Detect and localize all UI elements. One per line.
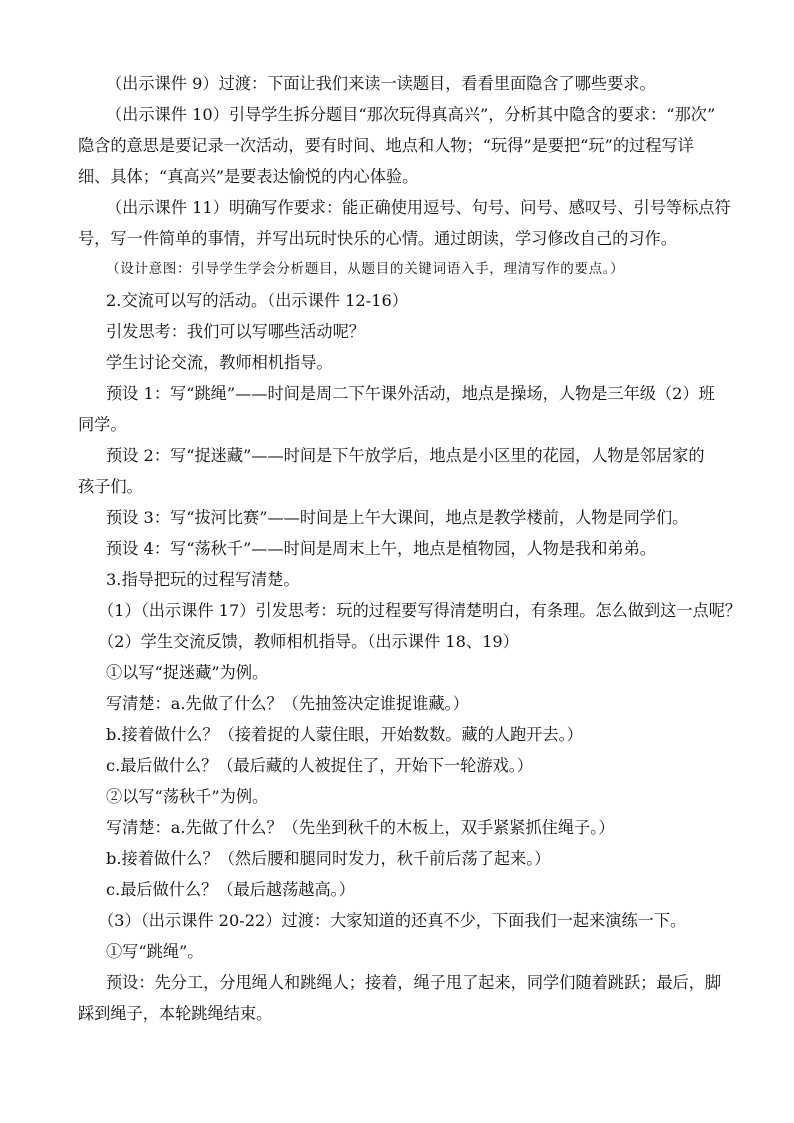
paragraph-line: c.最后做什么？（最后越荡越高。） — [106, 880, 355, 899]
paragraph-line: 引发思考：我们可以写哪些活动呢？ — [106, 322, 365, 341]
paragraph-line: 预设：先分工，分甩绳人和跳绳人；接着，绳子甩了起来，同学们随着跳跃；最后，脚 — [106, 973, 722, 992]
paragraph-line: （3）（出示课件 20-22）过渡：大家知道的还真不少，下面我们一起来演练一下。 — [98, 911, 687, 930]
paragraph-line: （出示课件 10）引导学生拆分题目“那次玩得真高兴”，分析其中隐含的要求：“那次” — [106, 105, 716, 124]
paragraph-line: 同学。 — [78, 415, 127, 434]
paragraph-line: 预设 2：写“捉迷藏”——时间是下午放学后，地点是小区里的花园，人物是邻居家的 — [106, 446, 705, 465]
paragraph-line: c.最后做什么？（最后藏的人被捉住了，开始下一轮游戏。） — [106, 756, 533, 775]
paragraph-line: ①以写“捉迷藏”为例。 — [106, 663, 269, 682]
paragraph-line: ②以写“荡秋千”为例。 — [106, 787, 269, 806]
paragraph-line: （出示课件 11）明确写作要求：能正确使用逗号、句号、问号、感叹号、引号等标点符 — [106, 198, 731, 217]
paragraph-line: （1）（出示课件 17）引发思考：玩的过程要写得清楚明白，有条理。怎么做到这一点呢？ — [98, 601, 742, 620]
paragraph-line: 号，写一件简单的事情，并写出玩时快乐的心情。通过朗读，学习修改自己的习作。 — [78, 229, 677, 248]
paragraph-line: 预设 4：写“荡秋千”——时间是周末上午，地点是植物园，人物是我和弟弟。 — [106, 539, 656, 558]
paragraph-line: 写清楚：a.先做了什么？（先抽签决定谁捉谁藏。） — [106, 694, 469, 713]
paragraph-line: b.接着做什么？（接着捉的人蒙住眼，开始数数。藏的人跑开去。） — [106, 725, 583, 744]
paragraph-line: ①写“跳绳”。 — [106, 942, 204, 961]
paragraph-line: 写清楚：a.先做了什么？（先坐到秋千的木板上，双手紧紧抓住绳子。） — [106, 818, 615, 837]
paragraph-line: 细、具体；“真高兴”是要表达愉悦的内心体验。 — [78, 167, 419, 186]
lesson-plan-body — [78, 68, 742, 1029]
design-intent-note: （设计意图：引导学生学会分析题目，从题目的关键词语入手，理清写作的要点。） — [106, 261, 625, 277]
section-heading: 2.交流可以写的活动。（出示课件 12-16） — [106, 291, 408, 310]
paragraph-line: （2）学生交流反馈，教师相机指导。（出示课件 18、19） — [98, 632, 519, 651]
paragraph-line: 预设 3：写“拔河比赛”——时间是上午大课间，地点是教学楼前，人物是同学们。 — [106, 508, 689, 527]
section-heading: 3.指导把玩的过程写清楚。 — [106, 570, 300, 589]
paragraph-line: b.接着做什么？（然后腰和腿同时发力，秋千前后荡了起来。） — [106, 849, 551, 868]
paragraph-line: 踩到绳子，本轮跳绳结束。 — [78, 1004, 273, 1023]
paragraph-line: 学生讨论交流，教师相机指导。 — [106, 353, 333, 372]
paragraph-line: 孩子们。 — [78, 477, 143, 496]
paragraph-line: （出示课件 9）过渡：下面让我们来读一读题目，看看里面隐含了哪些要求。 — [106, 74, 656, 93]
paragraph-line: 预设 1：写“跳绳”——时间是周二下午课外活动，地点是操场，人物是三年级（2）班 — [106, 384, 715, 403]
paragraph-line: 隐含的意思是要记录一次活动，要有时间、地点和人物；“玩得”是要把“玩”的过程写详 — [78, 136, 694, 155]
